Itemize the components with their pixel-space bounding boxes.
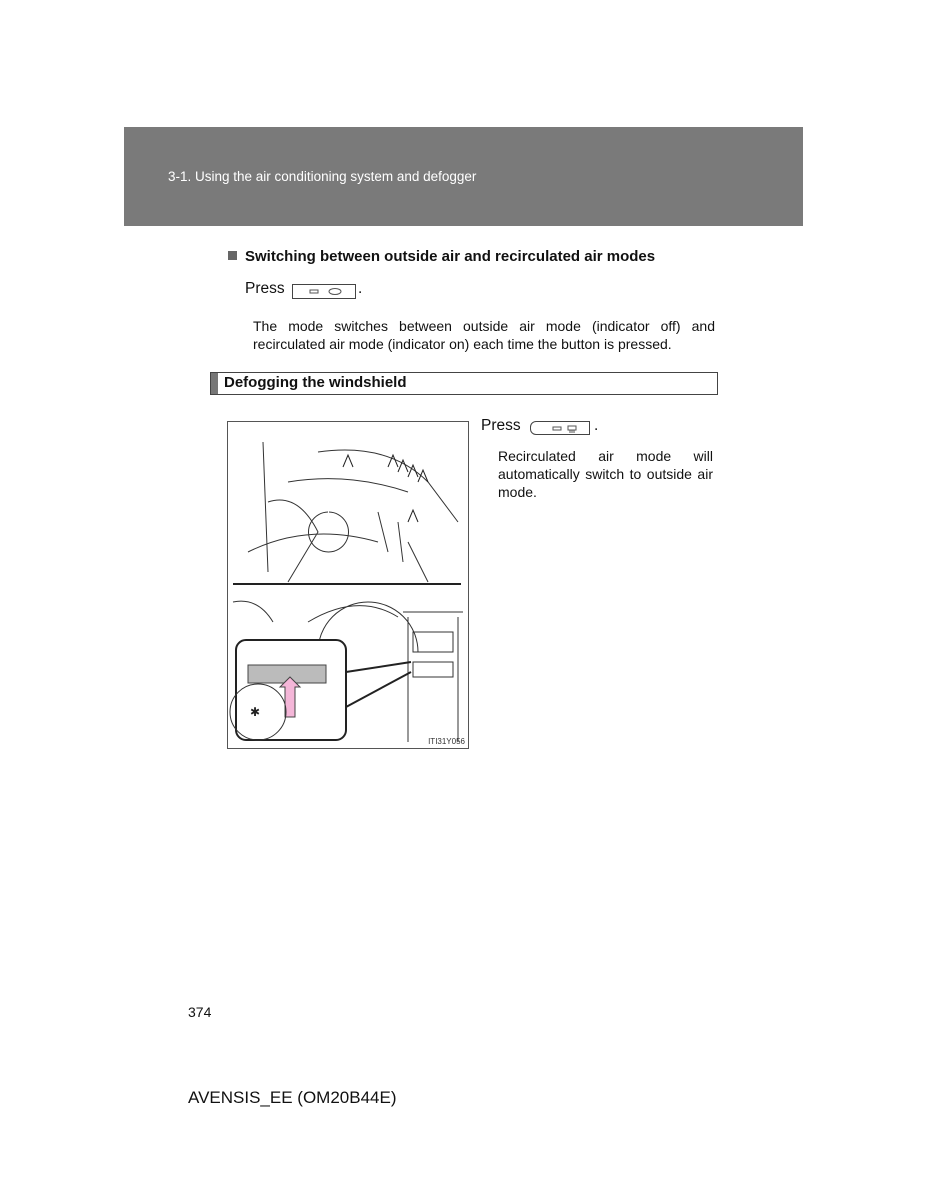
footer-model-code: AVENSIS_EE (OM20B44E) bbox=[188, 1088, 397, 1107]
press-instruction: Press bbox=[481, 417, 521, 434]
section-heading-bar bbox=[210, 372, 718, 395]
defogger-illustration bbox=[227, 421, 469, 749]
section-tab bbox=[211, 373, 218, 394]
svg-text:✱: ✱ bbox=[250, 705, 261, 719]
chapter-title: 3-1. Using the air conditioning system and defogger bbox=[168, 169, 477, 184]
section-heading: Defogging the windshield bbox=[224, 374, 407, 391]
period: . bbox=[358, 280, 363, 297]
subsection-heading: Switching between outside air and recirculated air modes bbox=[245, 248, 656, 265]
windshield-defogger-button-icon bbox=[530, 421, 590, 435]
figure-code: ITI31Y056 bbox=[428, 737, 465, 746]
period: . bbox=[594, 417, 599, 434]
bullet-square-icon bbox=[228, 251, 237, 260]
subsection-description: The mode switches between outside air mode (indicator off) and recirculated air mode (indicator on) each time the button is pressed. bbox=[253, 318, 715, 352]
section-description: Recirculated air mode will automatically switch to outside air mode. bbox=[498, 448, 713, 500]
recirculated-air-button-icon bbox=[292, 284, 356, 299]
chapter-header bbox=[124, 127, 803, 226]
press-instruction: Press bbox=[245, 280, 285, 297]
page-number: 374 bbox=[188, 1004, 212, 1020]
